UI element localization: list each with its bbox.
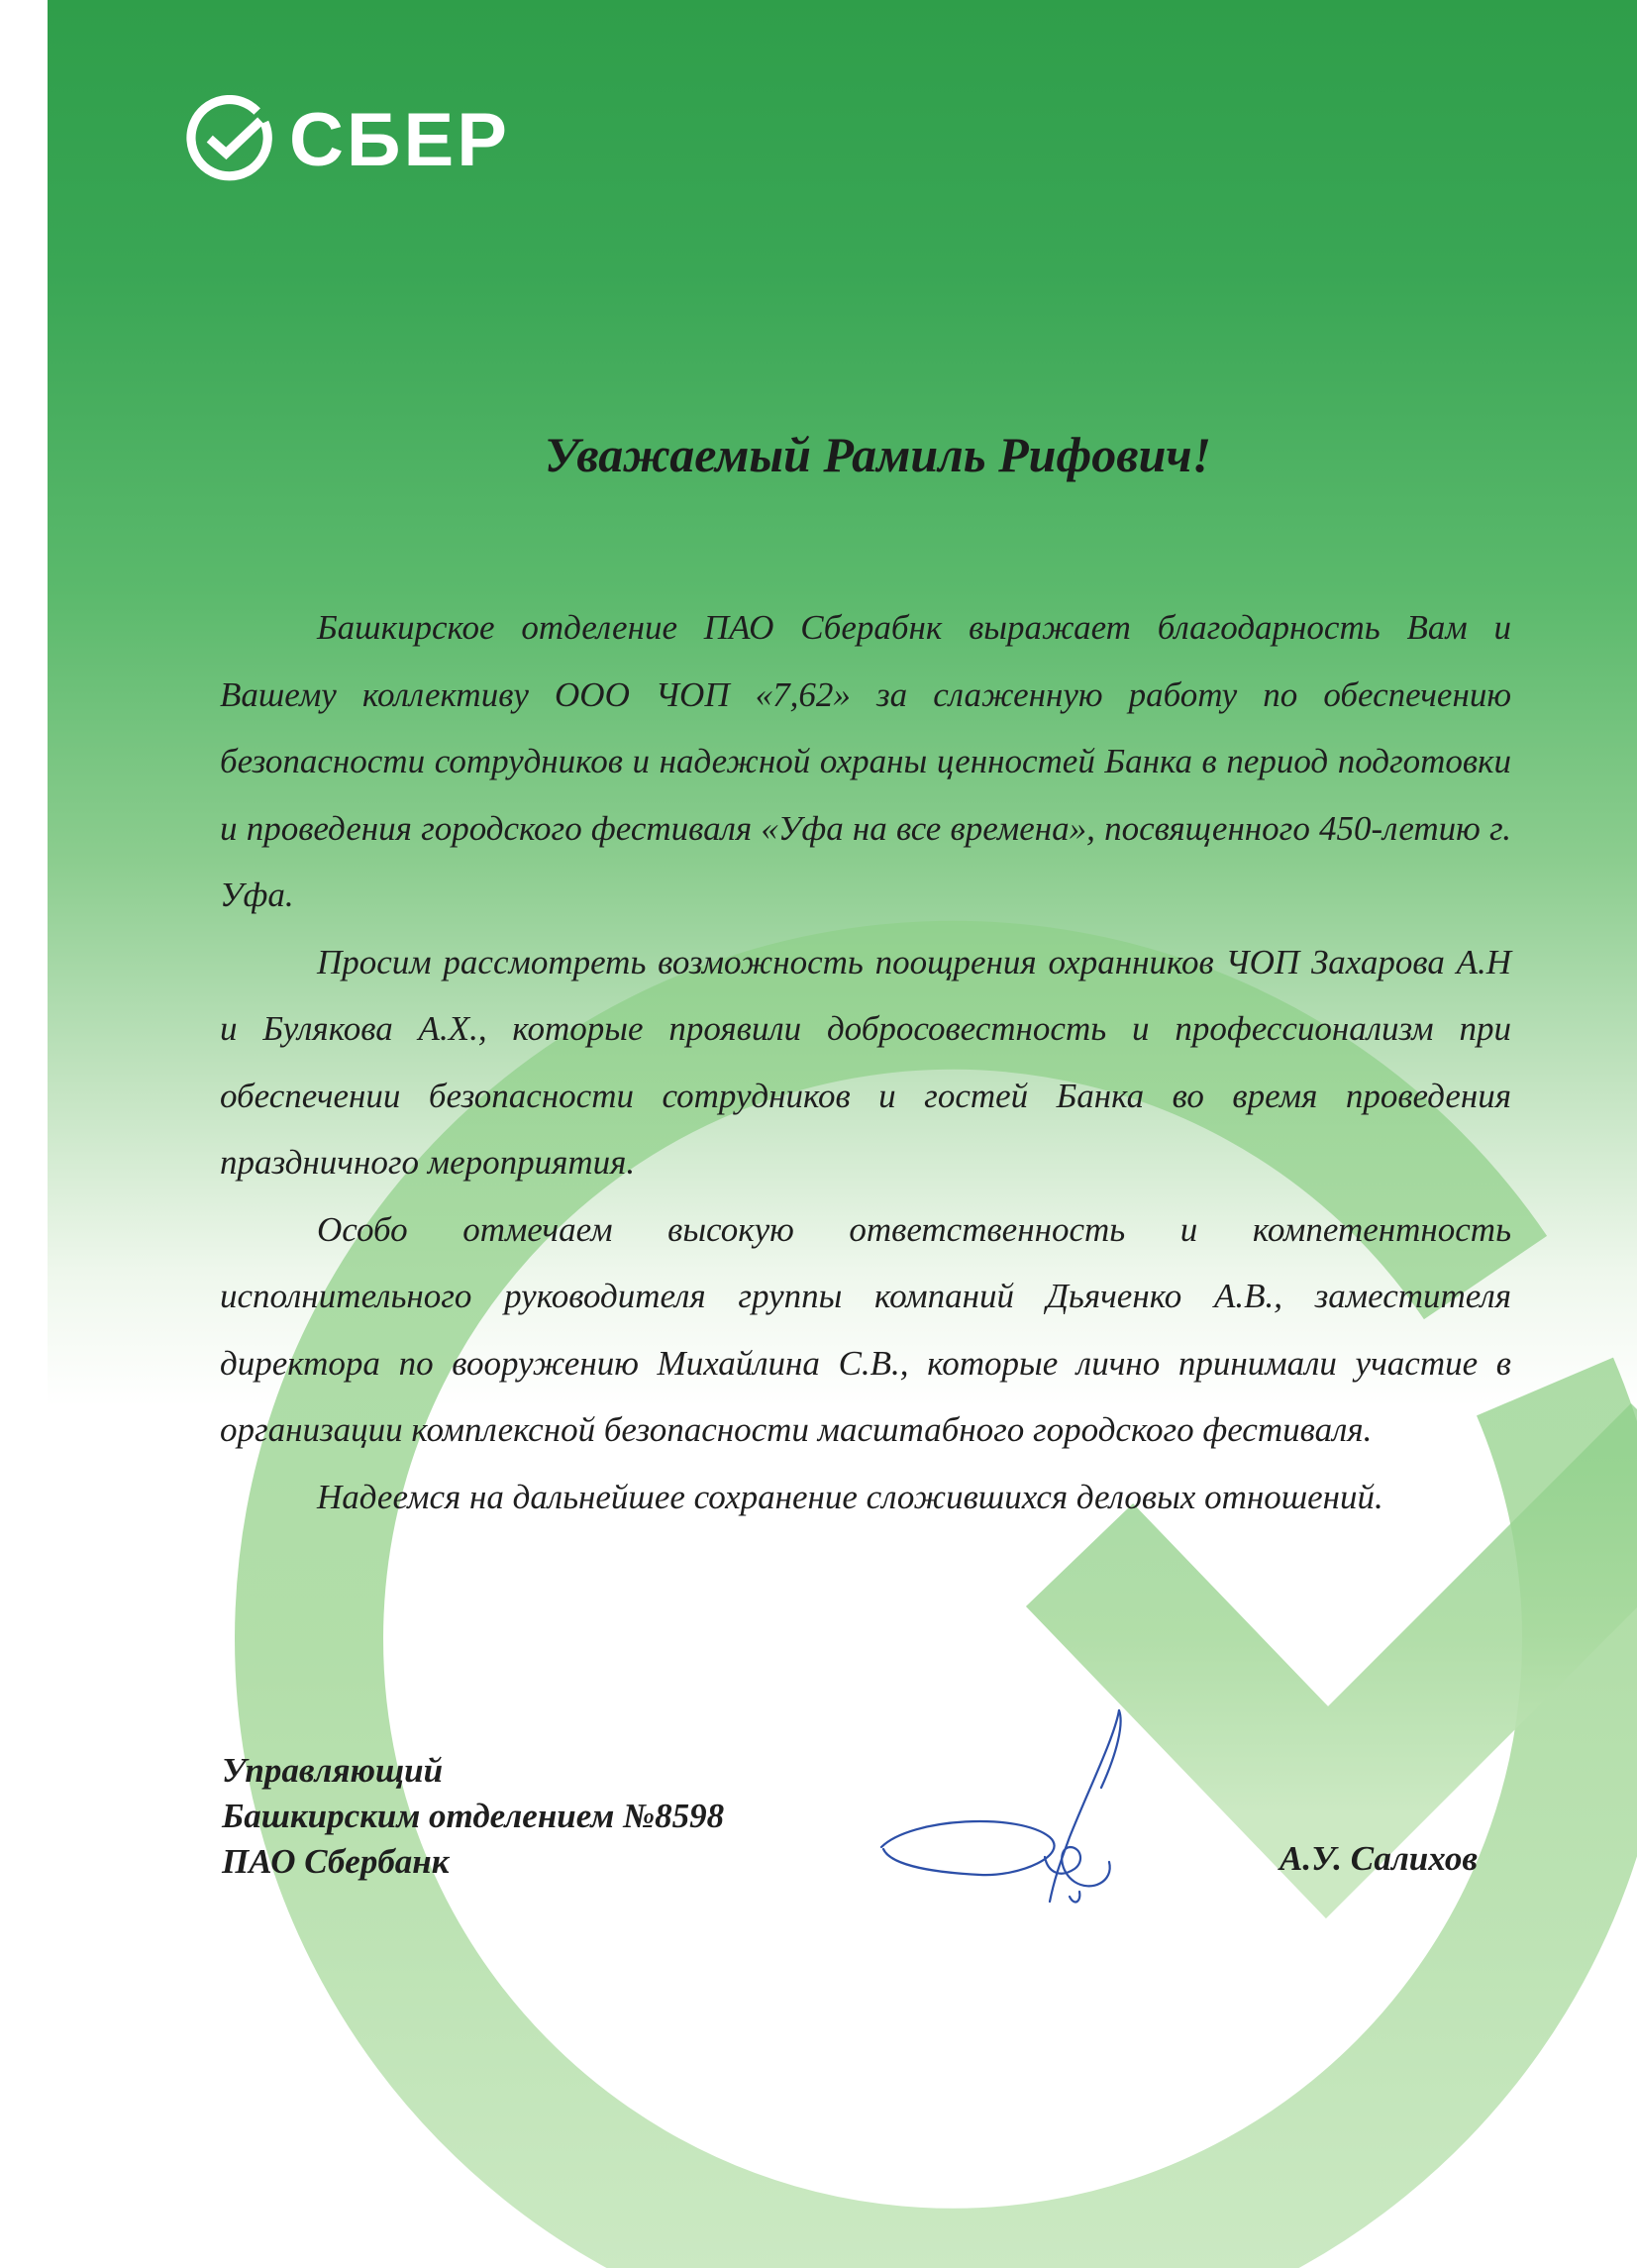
signatory-position: [222, 1748, 724, 1885]
letter-greeting: Уважаемый Рамиль Рифович!: [544, 427, 1212, 482]
paragraph-gratitude: Башкирское отделение ПАО Сберабнк выражает благодарность Вам и Вашему коллективу ООО ЧОП «7,62» за слаженную работу по обеспечению безопасности сотрудников и надежной охраны ценностей Банка в период подготовки и проведения городского фестиваля «Уфа на все времена», посвященного 450-летию г. Уфа.: [220, 608, 1511, 914]
sber-checkmark-circle-icon: [184, 95, 275, 186]
handwritten-signature-icon: [871, 1699, 1169, 1926]
position-line-2: Башкирским отделением №8598: [222, 1797, 725, 1835]
paragraph-special-mention: Особо отмечаем высокую ответственность и компетентность исполнительного руководителя группы компаний Дьяченко А.В., заместителя директора по вооружению Михайлина С.В., которые лично принимали участие в организации комплексной безопасности масштабного городского фестиваля.: [220, 1209, 1511, 1449]
sber-logo: [184, 95, 510, 186]
position-line-1: Управляющий: [222, 1751, 444, 1790]
letter-body: [220, 594, 1511, 1530]
scan-margin: [0, 0, 48, 2268]
brand-name: СБЕР: [289, 98, 510, 182]
paragraph-reward-request: Просим рассмотреть возможность поощрения охранников ЧОП Захарова А.Н и Булякова А.Х., которые проявили добросовестность и профессионализм при обеспечении безопасности сотрудников и гостей Банка во время проведения праздничного мероприятия.: [220, 942, 1511, 1182]
paragraph-closing: Надеемся на дальнейшее сохранение сложившихся деловых отношений.: [317, 1477, 1383, 1516]
signatory-name: А.У. Салихов: [1279, 1839, 1479, 1878]
position-line-3: ПАО Сбербанк: [222, 1842, 450, 1881]
